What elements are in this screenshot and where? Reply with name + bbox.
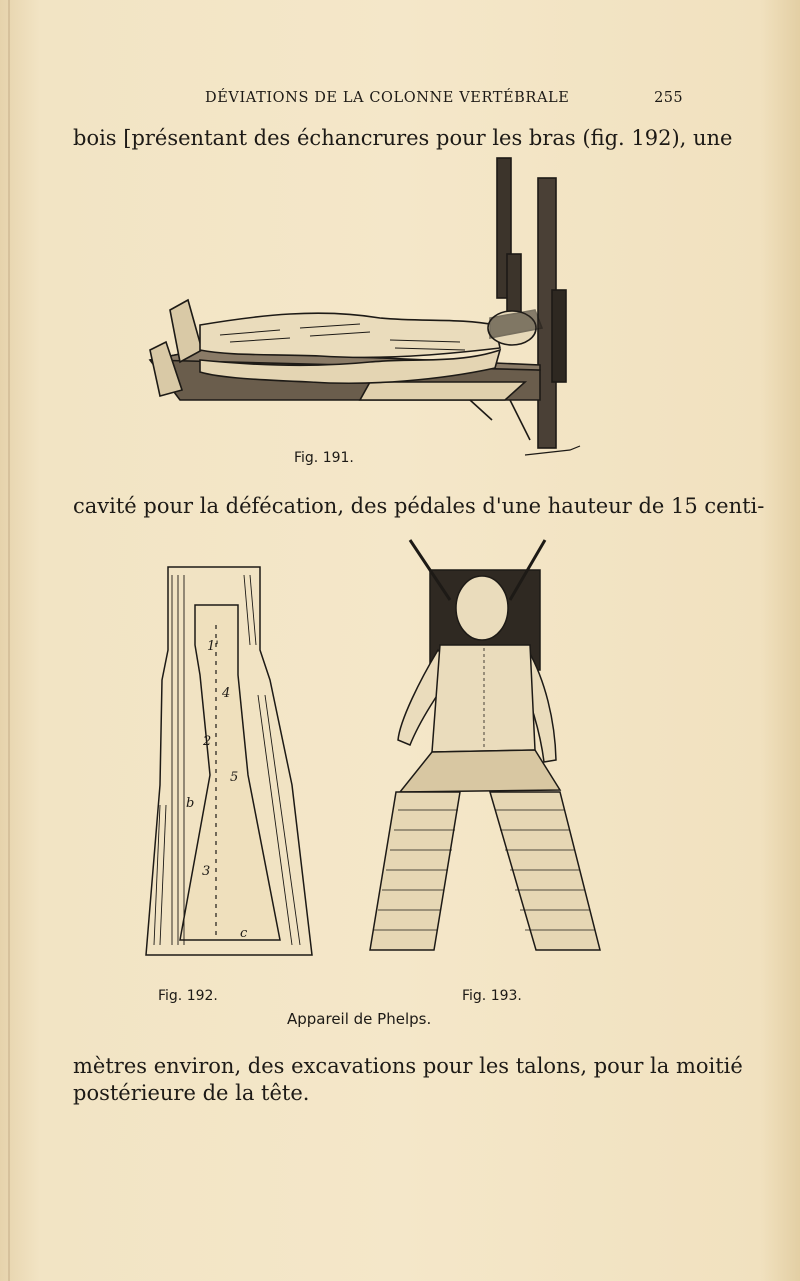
figure-193-illustration — [360, 530, 610, 970]
running-header — [73, 90, 683, 112]
fig192-label-5: 5 — [230, 770, 239, 785]
body-text-line-3: mètres environ, des excavations pour les talons, pour la moitié — [73, 1054, 743, 1078]
figure-193-caption: Fig. 193. — [462, 988, 522, 1004]
page-number: 255 — [654, 90, 683, 106]
body-text-line-4: postérieure de la tête. — [73, 1081, 310, 1105]
figure-192-illustration — [140, 545, 330, 965]
body-text-line-1: bois [présentant des échancrures pour les bras (fig. 192), une — [73, 126, 733, 150]
figure-192-caption: Fig. 192. — [158, 988, 218, 1004]
fig192-label-c: c — [240, 926, 248, 941]
fig192-label-b: b — [186, 796, 195, 811]
body-text-line-2: cavité pour la défécation, des pédales d'une hauteur de 15 centi- — [73, 494, 765, 518]
fig192-label-1: 1' — [207, 639, 219, 654]
figure-shared-caption: Appareil de Phelps. — [287, 1010, 432, 1028]
fig192-label-3: 3 — [202, 864, 211, 879]
figure-191-illustration — [140, 150, 600, 470]
fig192-label-4: 4 — [222, 686, 231, 701]
binding-edge — [8, 0, 10, 1281]
fig192-label-2: 2 — [203, 734, 212, 749]
header-title: DÉVIATIONS DE LA COLONNE VERTÉBRALE — [205, 90, 570, 106]
figure-191-caption: Fig. 191. — [294, 450, 354, 466]
